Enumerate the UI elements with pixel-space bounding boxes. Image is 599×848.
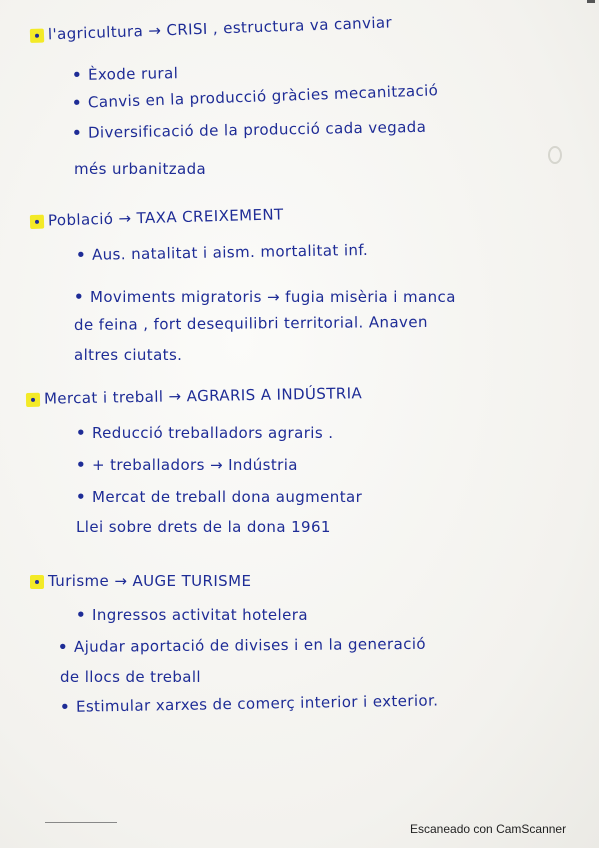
- bullet-dot-icon: •: [71, 93, 83, 112]
- section-heading: [26, 384, 362, 408]
- bullet-dot-icon: •: [76, 456, 86, 474]
- bullet-text: + treballadors → Indústria: [92, 456, 298, 474]
- bullet-text: Canvis en la producció gràcies mecanització: [87, 81, 439, 112]
- bullet-item: [76, 241, 368, 264]
- bullet-dot-icon: •: [71, 65, 83, 84]
- bullet-text: Llei sobre drets de la dona 1961: [76, 518, 331, 536]
- highlight-bullet-icon: [26, 392, 40, 406]
- bullet-continuation: [74, 346, 182, 364]
- highlight-bullet-icon: [30, 575, 44, 589]
- section-heading: [30, 572, 251, 590]
- heading-text: l'agricultura → CRISI , estructura va canviar: [47, 13, 393, 44]
- bullet-text: Diversificació de la producció cada vegada: [87, 117, 427, 142]
- scan-smudge: [548, 146, 562, 164]
- section-heading: [30, 13, 393, 44]
- bullet-continuation: [74, 313, 428, 334]
- heading-text: Població → TAXA CREIXEMENT: [47, 205, 284, 230]
- heading-text: Turisme → AUGE TURISME: [48, 572, 252, 590]
- bullet-dot-icon: •: [71, 123, 83, 142]
- heading-text: Mercat i treball → AGRARIS A INDÚSTRIA: [43, 384, 363, 408]
- bullet-text: Èxode rural: [87, 64, 179, 84]
- bullet-text: Moviments migratoris → fugia misèria i manca: [90, 288, 456, 306]
- bullet-text: de feina , fort desequilibri territorial. Anaven: [73, 312, 428, 334]
- bullet-item: [58, 635, 426, 656]
- bullet-item: [76, 456, 298, 474]
- section-heading: [30, 205, 284, 230]
- bullet-text: altres ciutats.: [74, 346, 183, 364]
- bullet-dot-icon: •: [76, 606, 86, 624]
- highlight-bullet-icon: [30, 28, 44, 42]
- bullet-text: Ajudar aportació de divises i en la generació: [73, 634, 427, 656]
- bullet-dot-icon: •: [75, 245, 87, 264]
- bullet-text: Reducció treballadors agraris .: [92, 424, 334, 442]
- bullet-item: [72, 64, 179, 84]
- bullet-text: Estimular xarxes de comerç interior i exterior.: [75, 691, 439, 716]
- footer-rule: [45, 822, 117, 823]
- bullet-text: Mercat de treball dona augmentar: [92, 488, 363, 506]
- bullet-item: [76, 488, 362, 506]
- bullet-item: [60, 691, 439, 716]
- bullet-continuation: [76, 518, 331, 536]
- bullet-continuation: [60, 668, 201, 686]
- camscanner-watermark: Escaneado con CamScanner: [410, 822, 567, 836]
- bullet-text: Aus. natalitat i aism. mortalitat inf.: [91, 240, 369, 264]
- bullet-text: de llocs de treball: [60, 668, 201, 686]
- bullet-dot-icon: •: [76, 488, 86, 506]
- highlight-bullet-icon: [30, 214, 44, 228]
- bullet-dot-icon: •: [74, 288, 84, 306]
- bullet-item: [76, 424, 333, 442]
- bullet-item: [74, 288, 456, 306]
- bullet-continuation: [74, 160, 206, 178]
- bullet-dot-icon: •: [59, 697, 71, 716]
- scan-edge-mark: [587, 0, 595, 3]
- bullet-dot-icon: •: [57, 637, 69, 656]
- bullet-item: [72, 81, 439, 112]
- bullet-text: Ingressos activitat hotelera: [92, 606, 308, 624]
- bullet-dot-icon: •: [76, 424, 86, 442]
- bullet-item: [76, 606, 308, 624]
- bullet-text: més urbanitzada: [74, 160, 207, 178]
- bullet-item: [72, 118, 427, 142]
